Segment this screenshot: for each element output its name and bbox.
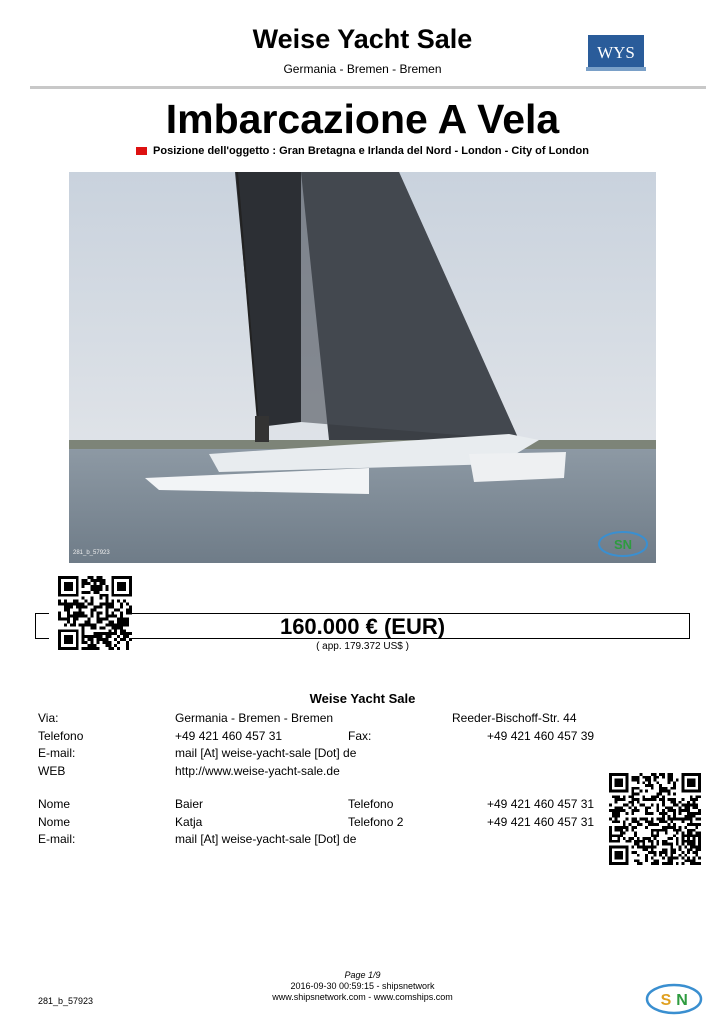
footer-page-number: Page 1/9 — [344, 970, 381, 980]
footer-doc-id: 281_b_57923 — [38, 996, 94, 1006]
street-value: Reeder-Bischoff-Str. 44 — [452, 711, 577, 725]
location-text: Posizione dell'oggetto : Gran Bretagna e Irlanda del Nord - London - City of London — [153, 145, 589, 157]
sn-logo-n: N — [676, 992, 688, 1009]
price-box-left-edge — [35, 613, 36, 639]
person-phone: +49 421 460 457 31 — [487, 797, 595, 811]
footer-websites: www.shipsnetwork.com - www.comships.com — [272, 992, 453, 1002]
header-divider — [30, 86, 706, 89]
fax-label: Fax: — [348, 729, 372, 743]
boat-photo — [69, 172, 656, 563]
price-box-top-left — [35, 613, 49, 614]
price: 160.000 € (EUR) — [279, 614, 446, 639]
person-name-label: Nome — [38, 815, 71, 829]
person-name: Baier — [175, 797, 204, 811]
email2-label: E-mail: — [38, 832, 76, 846]
price-box-bottom-left — [35, 638, 49, 639]
sn-logo-s: S — [660, 992, 672, 1009]
person-phone: +49 421 460 457 31 — [487, 815, 595, 829]
qr-code-top — [58, 576, 132, 650]
page-title: Imbarcazione A Vela — [165, 96, 560, 142]
phone-label: Telefono — [38, 729, 84, 743]
web-label: WEB — [38, 764, 66, 778]
person-name: Katja — [175, 815, 203, 829]
flag-icon — [136, 147, 147, 155]
email2-value: mail [At] weise-yacht-sale [Dot] de — [175, 832, 357, 846]
fax-value: +49 421 460 457 39 — [487, 729, 595, 743]
photo-logo-text: SN — [613, 537, 633, 552]
company-title: Weise Yacht Sale — [252, 24, 473, 54]
company-location: Germania - Bremen - Bremen — [283, 62, 442, 76]
person-phone-label: Telefono — [348, 797, 394, 811]
location-line — [0, 145, 725, 157]
logo-text: WYS — [597, 43, 635, 62]
price-usd: ( app. 179.372 US$ ) — [316, 641, 409, 652]
person-phone-label: Telefono 2 — [348, 815, 404, 829]
photo-id-label: 281_b_57923 — [73, 550, 110, 556]
shipsnetwork-logo — [645, 983, 703, 1015]
photo-sn-watermark — [597, 530, 649, 558]
via-value: Germania - Bremen - Bremen — [175, 711, 334, 725]
email-value: mail [At] weise-yacht-sale [Dot] de — [175, 746, 357, 760]
person-name-label: Nome — [38, 797, 71, 811]
footer-timestamp: 2016-09-30 00:59:15 - shipsnetwork — [290, 981, 435, 991]
web-link[interactable]: http://www.weise-yacht-sale.de — [175, 764, 340, 778]
wys-logo — [586, 33, 646, 73]
email-label: E-mail: — [38, 746, 76, 760]
phone-value: +49 421 460 457 31 — [175, 729, 283, 743]
qr-code-bottom — [609, 773, 701, 865]
contact-title: Weise Yacht Sale — [309, 691, 416, 706]
via-label: Via: — [38, 711, 59, 725]
